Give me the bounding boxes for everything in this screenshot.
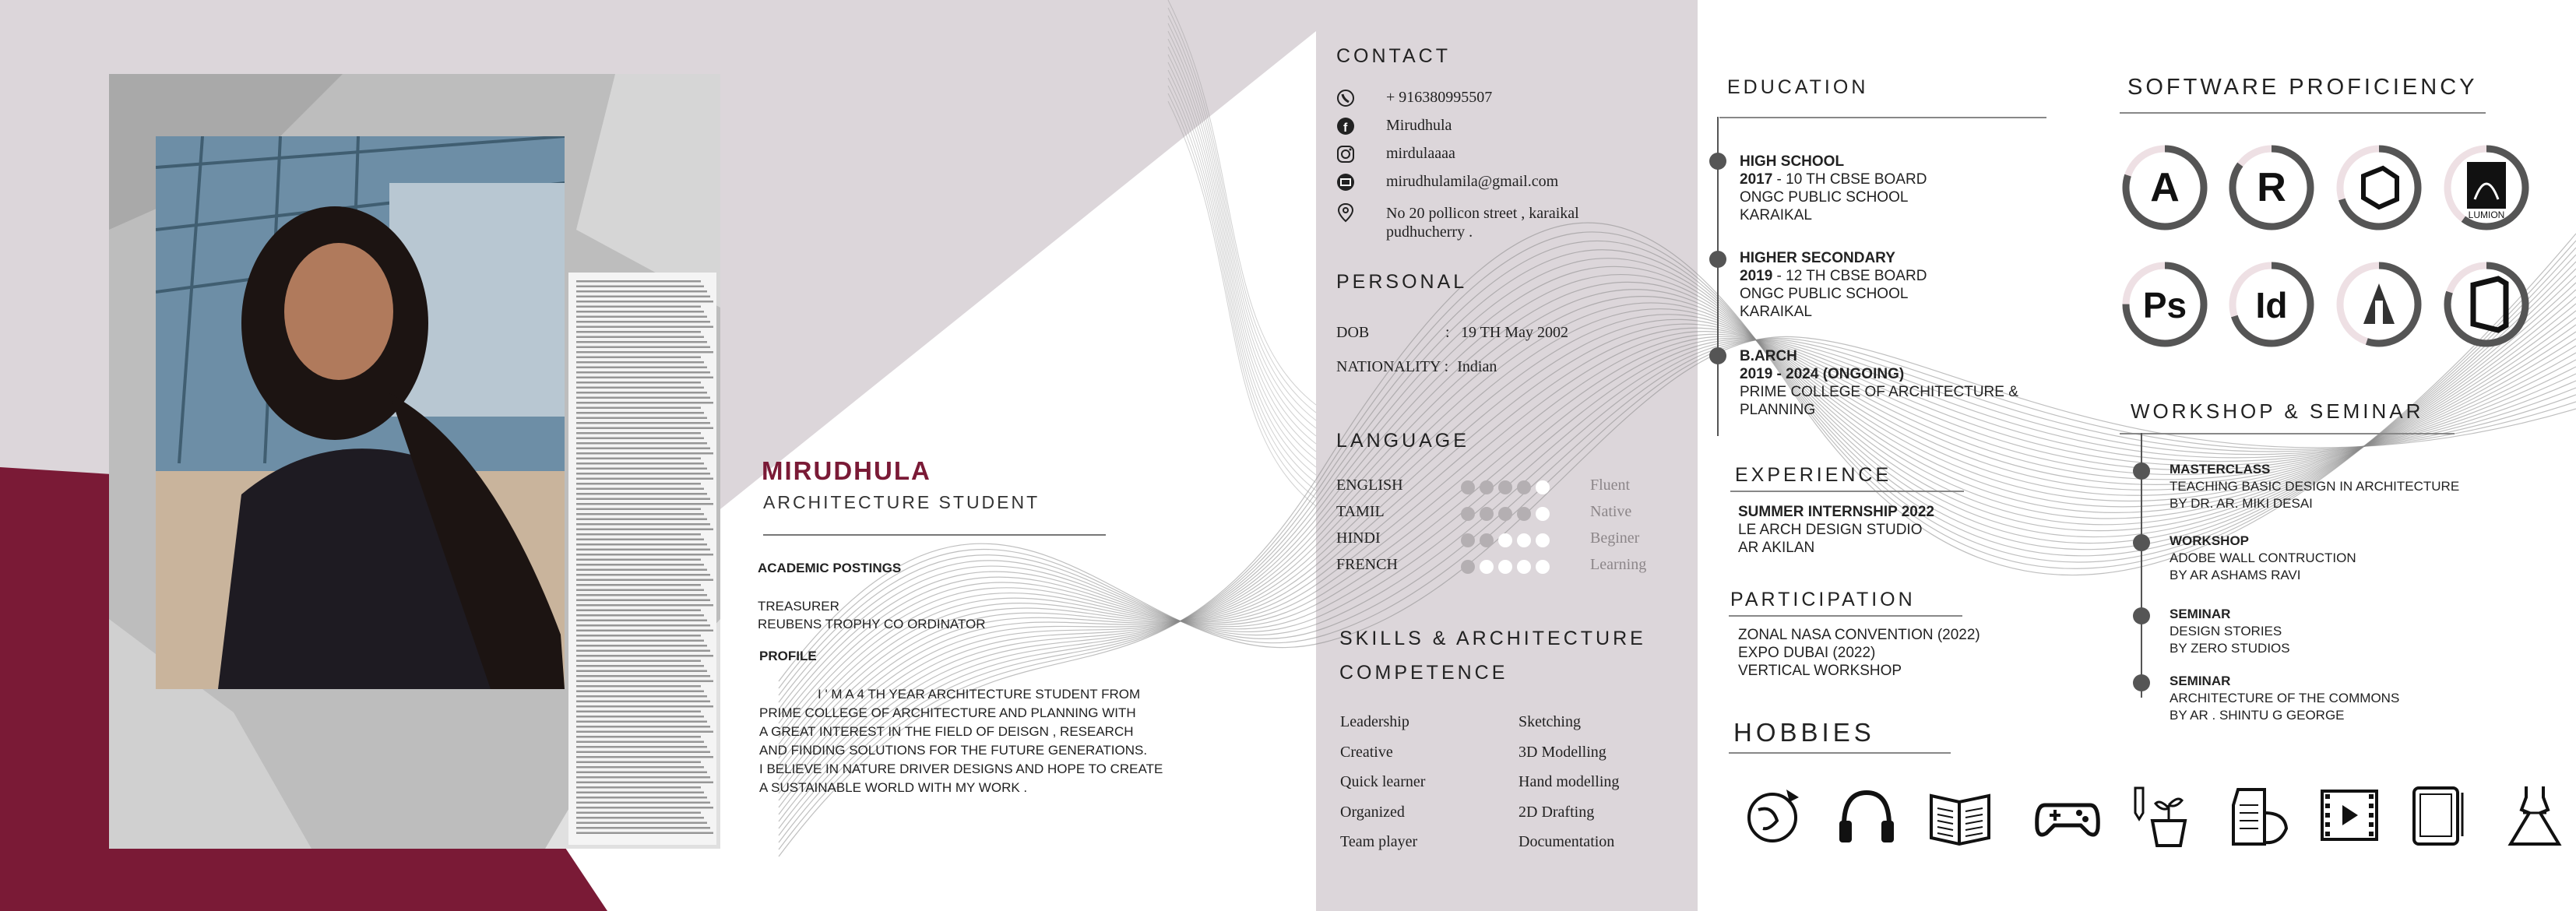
- skills-heading: [1339, 621, 1646, 690]
- skill-item: Creative: [1340, 743, 1393, 761]
- level-dot: [1498, 533, 1512, 547]
- indesign-icon: [2229, 262, 2314, 347]
- workshop-type: SEMINAR: [2170, 607, 2231, 621]
- profile-line: A SUSTAINABLE WORLD WITH MY WORK .: [759, 780, 1028, 795]
- skill-item: Documentation: [1519, 833, 1615, 850]
- divider: [2120, 112, 2486, 114]
- education-title: HIGHER SECONDARY: [1740, 250, 1895, 266]
- level-dot: [1461, 507, 1475, 521]
- level-dot: [1480, 480, 1494, 494]
- education-line: ONGC PUBLIC SCHOOL: [1740, 189, 1909, 206]
- level-dot: [1517, 533, 1531, 547]
- profile-line: A GREAT INTEREST IN THE FIELD OF DEISGN , RESEARCH: [759, 724, 1134, 739]
- dob-label: DOB: [1336, 324, 1370, 341]
- dress-icon: [2501, 782, 2568, 849]
- education-item: [1740, 249, 1927, 321]
- level-dot: [1461, 533, 1475, 547]
- location-icon: [1336, 202, 1355, 229]
- globe-travel-icon: [1741, 782, 1808, 849]
- workshop-line: ADOBE WALL CONTRUCTION: [2170, 550, 2356, 565]
- education-line: KARAIKAL: [1740, 207, 1812, 223]
- workshop-item: [2170, 461, 2459, 512]
- address-line: pudhucherry .: [1386, 223, 1473, 241]
- skill-item: Quick learner: [1340, 773, 1426, 790]
- skills-left-list: [1340, 707, 1425, 857]
- level-dot: [1461, 480, 1475, 494]
- gardening-icon: [2126, 782, 2193, 849]
- language-row: [1336, 477, 1679, 500]
- level-dot: [1536, 480, 1550, 494]
- gamepad-icon: [2034, 782, 2101, 849]
- svg-text:Ps: Ps: [2142, 285, 2187, 325]
- archicad-icon: [2336, 262, 2422, 347]
- profile-line: I BELIEVE IN NATURE DRIVER DESIGNS AND HOPE TO CREATE: [759, 762, 1163, 776]
- skills-heading-line: SKILLS & ARCHITECTURE: [1339, 628, 1646, 649]
- level-dot: [1517, 507, 1531, 521]
- open-book-icon: [1927, 782, 1994, 849]
- language-level-label: Native: [1590, 503, 1632, 520]
- skill-item: 3D Modelling: [1519, 743, 1606, 761]
- email-icon: [1336, 173, 1355, 196]
- level-dot: [1461, 560, 1475, 574]
- level-dot: [1517, 480, 1531, 494]
- profile-line: PRIME COLLEGE OF ARCHITECTURE AND PLANNING WITH: [759, 705, 1136, 720]
- software-heading: SOFTWARE PROFICIENCY: [2127, 75, 2478, 100]
- postings-heading: ACADEMIC POSTINGS: [758, 561, 902, 575]
- timeline-dot: [2133, 674, 2150, 691]
- profile-photo: [156, 136, 565, 689]
- language-name: HINDI: [1336, 529, 1381, 547]
- instagram-icon: [1336, 145, 1355, 168]
- dob-separator: :: [1445, 324, 1450, 341]
- phone-value: + 916380995507: [1386, 89, 1493, 106]
- divider: [763, 534, 1106, 536]
- education-detail: - 10 TH CBSE BOARD: [1772, 171, 1927, 188]
- workshop-item: [2170, 533, 2356, 584]
- skill-item: Leadership: [1340, 713, 1409, 730]
- level-dot: [1498, 560, 1512, 574]
- education-item: [1740, 347, 2018, 419]
- sketchup-icon: [2336, 145, 2422, 230]
- right-panel: [1698, 0, 2576, 911]
- skill-item: Sketching: [1519, 713, 1581, 730]
- profile-heading: PROFILE: [759, 649, 817, 663]
- experience-title: SUMMER INTERNSHIP 2022: [1738, 504, 1934, 520]
- education-line: KARAIKAL: [1740, 304, 1812, 320]
- level-dot: [1498, 507, 1512, 521]
- language-row: [1336, 503, 1679, 526]
- skill-item: Team player: [1340, 833, 1418, 850]
- education-year: 2019 - 2024 (ONGOING): [1740, 366, 1905, 382]
- education-detail: - 12 TH CBSE BOARD: [1772, 268, 1927, 284]
- divider: [1719, 117, 2046, 118]
- office-icon: [2444, 262, 2529, 347]
- role-subtitle: ARCHITECTURE STUDENT: [763, 492, 1040, 512]
- divider: [2120, 433, 2455, 434]
- dob-row: [1336, 324, 1568, 342]
- education-line: PRIME COLLEGE OF ARCHITECTURE &: [1740, 384, 2018, 400]
- profile-text: [759, 685, 1163, 797]
- svg-text:A: A: [2150, 165, 2180, 210]
- language-level-label: Fluent: [1590, 477, 1631, 494]
- svg-text:R: R: [2257, 165, 2286, 210]
- timeline-dot: [2133, 607, 2150, 624]
- education-line: ONGC PUBLIC SCHOOL: [1740, 286, 1909, 302]
- participation-list: [1738, 626, 1980, 680]
- skill-item: Hand modelling: [1519, 773, 1620, 790]
- workshop-line: BY DR. AR. MIKI DESAI: [2170, 496, 2313, 511]
- nationality-value: Indian: [1457, 358, 1497, 375]
- skill-item: Organized: [1340, 803, 1405, 821]
- workshop-line: DESIGN STORIES: [2170, 624, 2282, 638]
- divider: [1730, 491, 1964, 492]
- language-level-label: Learning: [1590, 556, 1647, 573]
- posting-item: TREASURER: [758, 599, 839, 614]
- education-item: [1740, 153, 1927, 224]
- workshop-heading: WORKSHOP & SEMINAR: [2131, 399, 2424, 423]
- instagram-value: mirdulaaaa: [1386, 145, 1455, 162]
- personal-heading: PERSONAL: [1336, 271, 1468, 293]
- contact-heading: CONTACT: [1336, 45, 1451, 67]
- workshop-item: [2170, 606, 2290, 657]
- email-value: mirudhulamila@gmail.com: [1386, 173, 1559, 190]
- svg-text:LUMION: LUMION: [2468, 209, 2505, 220]
- education-title: HIGH SCHOOL: [1740, 153, 1845, 170]
- experience-item: [1738, 503, 1934, 557]
- participation-item: ZONAL NASA CONVENTION (2022): [1738, 627, 1980, 643]
- workshop-item: [2170, 673, 2399, 724]
- photoshop-icon: [2122, 262, 2208, 347]
- language-row: [1336, 556, 1679, 579]
- autocad-icon: [2122, 145, 2208, 230]
- postings-list: [758, 597, 986, 633]
- phone-icon: [1336, 89, 1355, 112]
- education-line: PLANNING: [1740, 402, 1816, 418]
- level-dot: [1498, 480, 1512, 494]
- divider: [1729, 615, 1962, 617]
- name-heading: MIRUDHULA: [762, 456, 931, 485]
- language-level-label: Beginer: [1590, 529, 1640, 547]
- address-line: No 20 pollicon street , karaikal: [1386, 205, 1579, 222]
- participation-item: VERTICAL WORKSHOP: [1738, 663, 1902, 679]
- skills-right-list: [1519, 707, 1619, 857]
- language-name: FRENCH: [1336, 556, 1398, 573]
- timeline-dot: [2133, 463, 2150, 480]
- language-row: [1336, 529, 1679, 553]
- experience-heading: EXPERIENCE: [1735, 464, 1892, 486]
- workshop-line: BY AR . SHINTU G GEORGE: [2170, 708, 2345, 723]
- workshop-type: WORKSHOP: [2170, 533, 2249, 548]
- education-year: 2019: [1740, 268, 1773, 284]
- timeline-dot: [1709, 153, 1726, 170]
- film-icon: [2316, 782, 2383, 849]
- language-level-dots: [1461, 478, 1554, 496]
- lumion-icon: [2444, 145, 2529, 230]
- workshop-line: BY ZERO STUDIOS: [2170, 641, 2290, 656]
- skill-item: 2D Drafting: [1519, 803, 1595, 821]
- workshop-line: BY AR ASHAMS RAVI: [2170, 568, 2301, 582]
- hobbies-heading: HOBBIES: [1733, 718, 1875, 747]
- profile-line: I ' M A 4 TH YEAR ARCHITECTURE STUDENT FROM: [818, 687, 1141, 702]
- language-level-dots: [1461, 531, 1554, 549]
- svg-text:f: f: [1343, 121, 1348, 135]
- language-name: TAMIL: [1336, 503, 1385, 520]
- revit-icon: [2229, 145, 2314, 230]
- education-year: 2017: [1740, 171, 1773, 188]
- level-dot: [1536, 533, 1550, 547]
- address-value: [1386, 204, 1579, 241]
- nationality-row: [1336, 358, 1497, 376]
- timeline-dot: [1709, 251, 1726, 268]
- education-heading: EDUCATION: [1727, 76, 1869, 98]
- level-dot: [1536, 507, 1550, 521]
- nationality-label: NATIONALITY :: [1336, 358, 1449, 375]
- facebook-value: Mirudhula: [1386, 117, 1452, 134]
- timeline-dot: [1709, 347, 1726, 364]
- svg-text:Id: Id: [2255, 285, 2288, 325]
- dob-value: 19 TH May 2002: [1461, 324, 1568, 341]
- workshop-type: SEMINAR: [2170, 674, 2231, 688]
- language-name: ENGLISH: [1336, 477, 1403, 494]
- workshop-line: TEACHING BASIC DESIGN IN ARCHITECTURE: [2170, 479, 2460, 494]
- baking-icon: [2226, 782, 2293, 849]
- education-title: B.ARCH: [1740, 348, 1797, 364]
- headphones-icon: [1833, 782, 1900, 849]
- participation-heading: PARTICIPATION: [1730, 589, 1916, 610]
- workshop-line: ARCHITECTURE OF THE COMMONS: [2170, 691, 2400, 705]
- facebook-icon: [1336, 117, 1355, 140]
- profile-line: AND FINDING SOLUTIONS FOR THE FUTURE GENERATIONS.: [759, 743, 1148, 758]
- language-level-dots: [1461, 558, 1554, 575]
- level-dot: [1480, 533, 1494, 547]
- workshop-type: MASTERCLASS: [2170, 462, 2271, 477]
- divider: [1729, 752, 1951, 754]
- experience-line: LE ARCH DESIGN STUDIO: [1738, 522, 1923, 538]
- posting-item: REUBENS TROPHY CO ORDINATOR: [758, 617, 986, 631]
- profile-photo-illustration: [156, 136, 565, 689]
- language-level-dots: [1461, 505, 1554, 522]
- language-heading: LANGUAGE: [1336, 430, 1469, 452]
- tablet-icon: [2403, 782, 2470, 849]
- experience-line: AR AKILAN: [1738, 540, 1815, 556]
- level-dot: [1517, 560, 1531, 574]
- timeline-dot: [2133, 534, 2150, 551]
- skills-heading-line: COMPETENCE: [1339, 662, 1508, 684]
- level-dot: [1480, 560, 1494, 574]
- level-dot: [1480, 507, 1494, 521]
- participation-item: EXPO DUBAI (2022): [1738, 645, 1876, 661]
- level-dot: [1536, 560, 1550, 574]
